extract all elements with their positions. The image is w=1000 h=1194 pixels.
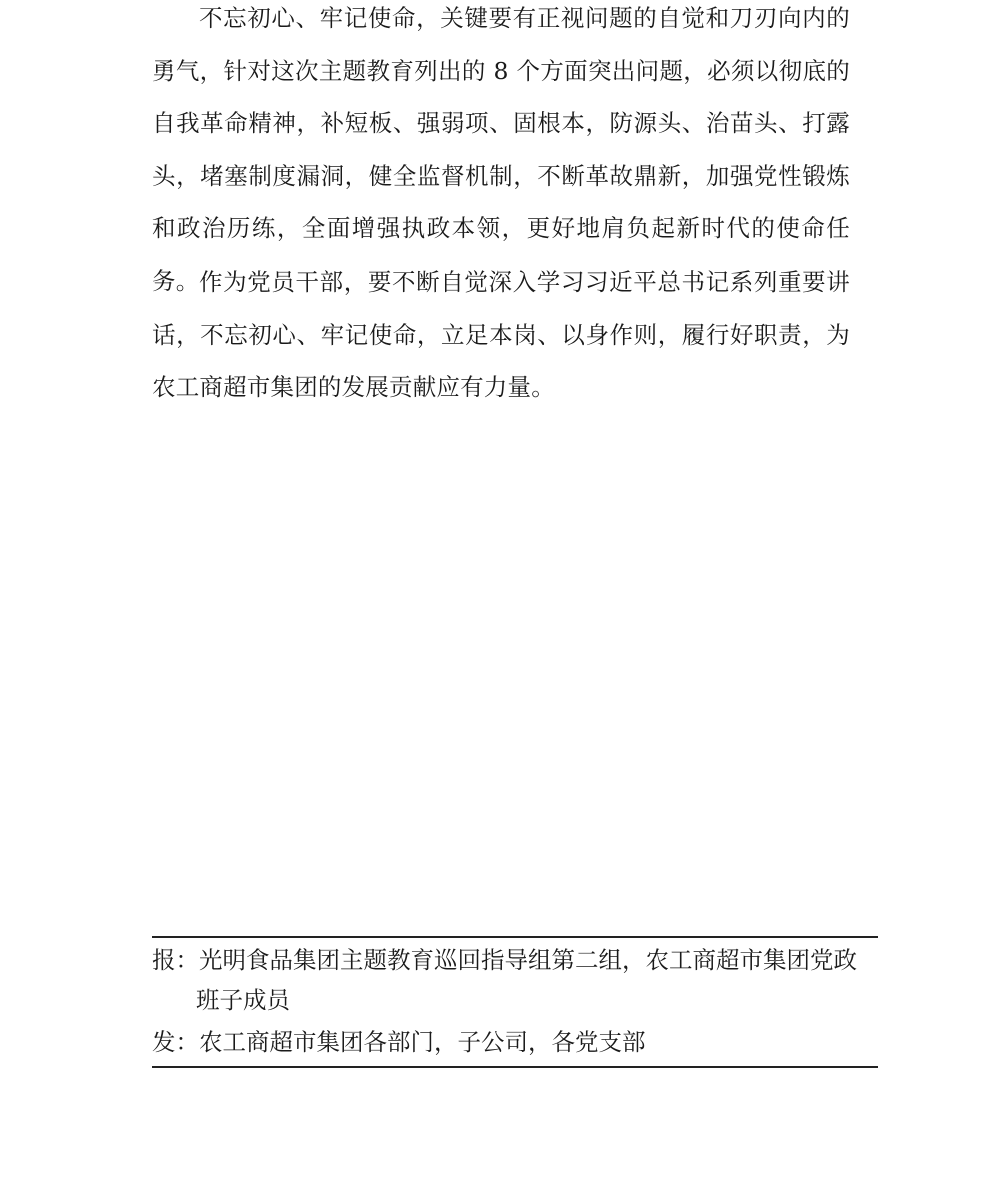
distribution-block (152, 936, 878, 1068)
top-rule-divider (152, 936, 878, 938)
send-label: 发： (152, 1028, 199, 1056)
report-to-line-continued (196, 980, 922, 1020)
paragraph-2: 作为党员干部，要不断自觉深入学习习近平总书记系列重要讲话，不忘初心、牢记使命，立足本岗、以身作则，履行好职责，为农工商超市集团的发展贡献应有力量。 (152, 268, 850, 401)
paragraph-1: 不忘初心、牢记使命，关键要有正视问题的自觉和刀刃向内的勇气，针对这次主题教育列出的 8 个方面突出问题，必须以彻底的自我革命精神，补短板、强弱项、固根本，防源头、治苗头、打露头，堵塞制度漏洞，健全监督机制，不断革故鼎新，加强党性锻炼和政治历练，全面增强执政本领，更好地肩负起新时代的使命任务。 (152, 4, 850, 295)
report-recipients-continued: 班子成员 (196, 986, 290, 1014)
send-to-line (152, 1022, 878, 1062)
send-recipients: 农工商超市集团各部门，子公司，各党支部 (199, 1028, 646, 1056)
bottom-rule-divider (152, 1066, 878, 1068)
report-label: 报： (152, 946, 199, 974)
report-recipients: 光明食品集团主题教育巡回指导组第二组，农工商超市集团党政 (199, 946, 857, 974)
report-to-line (152, 940, 878, 980)
